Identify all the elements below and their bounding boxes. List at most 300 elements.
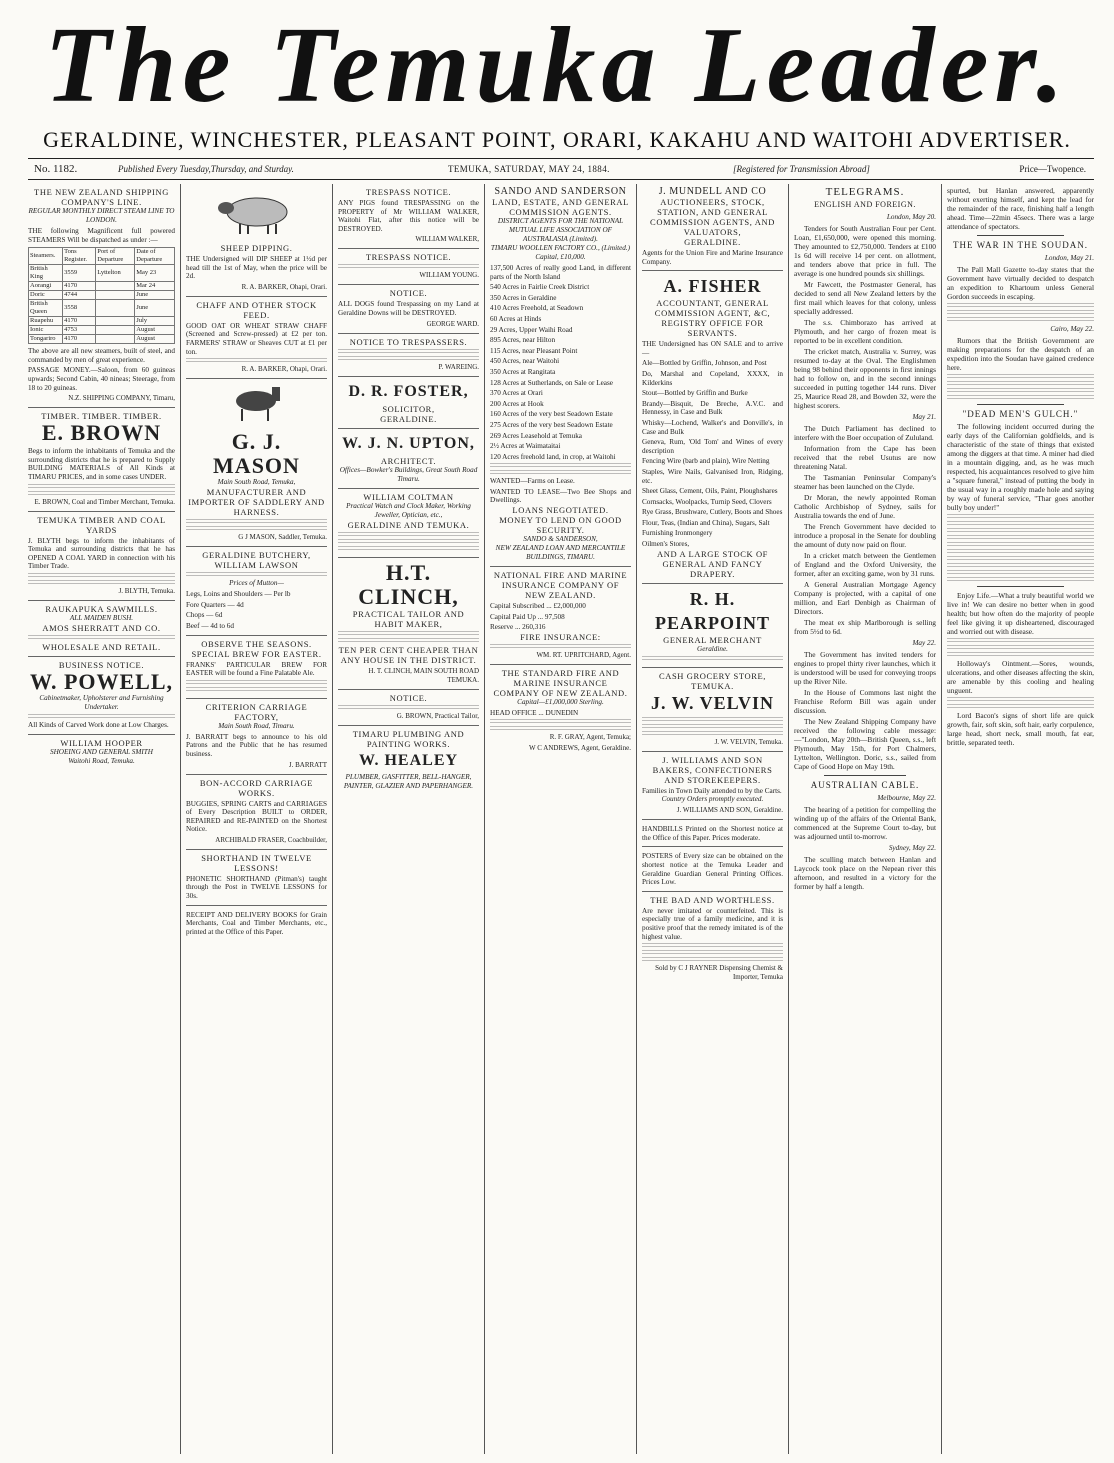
ship-port — [96, 282, 135, 291]
text-filler — [642, 656, 783, 661]
upton-name: W. J. N. UPTON, — [342, 434, 475, 452]
pearpoint-ad — [642, 584, 783, 668]
property-item: 120 Acres freehold land, in crop, at Waitohi — [490, 452, 616, 461]
coltman-name: WILLIAM COLTMAN — [363, 491, 454, 502]
handbills-body: HANDBILLS Printed on the Shortest notice at the Office of this Paper. Prices moderate. — [642, 825, 783, 842]
sheep-illustration — [212, 188, 302, 236]
bad-worthless-ad — [642, 892, 783, 986]
goods-item: Ale—Bottled by Griffin, Johnson, and Post — [642, 359, 767, 368]
text-filler — [947, 374, 1094, 379]
trespassers-ad — [338, 334, 479, 377]
fire-insurance-heading: FIRE INSURANCE: — [520, 631, 601, 642]
trespassers-heading: NOTICE TO TRESPASSERS. — [349, 336, 468, 347]
price-row: Legs, Loins and Shoulders — Per lb — [186, 590, 291, 599]
mason-address: Main South Road, Temuka, — [217, 478, 296, 487]
ship-date: June — [135, 300, 175, 317]
ship-port — [96, 300, 135, 317]
table-row — [29, 282, 175, 291]
price-value: 4d — [236, 600, 244, 609]
shipping-signature: N.Z. SHIPPING COMPANY, Timaru, — [68, 394, 175, 403]
property-item: 200 Acres at Hook — [490, 399, 544, 408]
table-row — [29, 335, 175, 344]
williams-signature: J. WILLIAMS AND SON, Geraldine. — [676, 806, 783, 815]
bad-body: Are never imitated or counterfeited. This is especially true of a family medicine, and it is positive proof that the remedy imitated is of the highest value. — [642, 906, 783, 941]
mundell-name: J. MUNDELL AND CO — [658, 186, 767, 197]
text-filler — [947, 388, 1094, 393]
text-filler — [947, 549, 1094, 554]
ship-tons: 4170 — [63, 282, 96, 291]
news-paragraph: The sculling match between Hanlan and Laycock took place on the Nepean river this afternoon, and resulted in a victory for the former by half a length. — [794, 855, 936, 891]
price-item: Fore Quarters — [186, 600, 226, 609]
shipping-heading: THE NEW ZEALAND SHIPPING COMPANY'S LINE. — [34, 187, 169, 207]
price-row: Chops — 6d — [186, 611, 223, 620]
sherratt-name: AMOS SHERRATT AND CO. — [42, 622, 161, 633]
money-heading: MONEY TO LEND ON GOOD SECURITY. — [499, 515, 622, 536]
upton-address: Offices—Bowker's Buildings, Great South Road Timaru. — [339, 465, 478, 483]
upton-subheading: ARCHITECT. — [380, 455, 437, 466]
buggies-body: BUGGIES, SPRING CARTS and CARRIAGES of Every Description BUILT to ORDER, REPAIRED and RE-PAINTED on the Shortest Notice. — [186, 799, 327, 834]
brown-body: Begs to inform the inhabitants of Temuka and the surrounding districts that he is prepared to Supply BUILDING MATERIALS of All Kinds at TIMARU PRICES, and in some cases UNDER. — [28, 447, 175, 481]
column-5 — [636, 184, 788, 1454]
dateline-cairo: Cairo, May 22. — [1050, 325, 1094, 333]
text-filler — [186, 358, 327, 363]
goods-item: Fencing Wire (barb and plain), Wire Netting — [642, 457, 770, 466]
andrews-signature: W C ANDREWS, Agent, Geraldine. — [529, 744, 631, 753]
dateline-melbourne: Melbourne, May 22. — [877, 794, 936, 802]
gray-signature: R. F. GRAY, Agent, Temuka; — [549, 733, 631, 742]
receipt-ad — [186, 906, 327, 941]
text-filler — [490, 470, 631, 475]
notice2-signature: G. BROWN, Practical Tailor, — [396, 711, 479, 720]
velvin-name: J. W. VELVIN — [650, 692, 775, 713]
ship-tons: 4170 — [63, 317, 96, 326]
upton-ad — [338, 429, 479, 489]
divider — [977, 235, 1064, 236]
table-row — [29, 300, 175, 317]
property-item: 350 Acres at Rangitata — [490, 367, 556, 376]
butchery-heading: GERALDINE BUTCHERY, — [202, 550, 311, 561]
news-paragraph: The Tasmanian Peninsular Company's steamer has been launched on the Clyde. — [794, 473, 936, 491]
property-item: 370 Acres at Orari — [490, 389, 543, 398]
clinch-address: H. T. CLINCH, MAIN SOUTH ROAD TEMUKA. — [368, 666, 479, 684]
text-filler — [947, 514, 1094, 519]
coltman-ad — [338, 489, 479, 558]
property-item: 895 Acres, near Hilton — [490, 336, 556, 345]
news-paragraph: In the House of Commons last night the Franchise Reform Bill was again under discussion. — [794, 688, 936, 715]
ship-date: May 23 — [135, 265, 175, 282]
bonaccord-heading: BON-ACCORD CARRIAGE WORKS. — [199, 777, 314, 798]
column-1 — [28, 184, 180, 1454]
text-filler — [338, 349, 479, 354]
news-paragraph: spurted, but Hanlan answered, apparently without exerting himself, and kept the lead for the remainder of the race, finishing half a length ahead. Time—22min 45secs. There was a large attendance of spectators. — [947, 186, 1094, 231]
property-item: 540 Acres in Fairlie Creek District — [490, 283, 590, 292]
hooper-ad — [28, 735, 175, 770]
dipping-heading: SHEEP DIPPING. — [220, 243, 293, 253]
goods-item: Staples, Wire Nails, Galvanised Iron, Ridging, etc. — [642, 467, 783, 485]
text-filler — [186, 572, 327, 577]
ship-name: Ionic — [29, 326, 63, 335]
notice-signature: GEORGE WARD. — [426, 319, 479, 328]
williams-name: J. WILLIAMS AND SON — [662, 754, 763, 765]
lawson-name: WILLIAM LAWSON — [214, 560, 299, 571]
mason-name: G. J. MASON — [213, 429, 300, 479]
text-filler — [338, 264, 479, 269]
price-item: Beef — [186, 621, 200, 630]
fisher-subheading: ACCOUNTANT, GENERAL COMMISSION AGENT, &C, — [654, 298, 771, 319]
text-filler — [947, 638, 1094, 643]
clinch-ad — [338, 558, 479, 690]
news-paragraph: The s.s. Chimborazo has arrived at Plymouth, and her cargo of frozen meat is reported to be in excellent condition. — [794, 318, 936, 345]
news-paragraph: Mr Fawcett, the Postmaster General, has decided to send all New Zealand letters by the first mail which leaves for that colony, unless specially addressed. — [794, 280, 936, 316]
text-filler — [947, 577, 1094, 582]
clinch-subheading: PRACTICAL TAILOR AND HABIT MAKER, — [352, 608, 465, 629]
shorthand-ad — [186, 850, 327, 906]
hooper-address: Waitohi Road, Temuka. — [68, 756, 135, 765]
shipping-body: THE following Magnificent full powered STEAMERS Will be dispatched as under :— — [28, 227, 175, 244]
sawmills-heading: RAUKAPUKA SAWMILLS. — [45, 603, 158, 614]
williams-orders: Country Orders promptly executed. — [661, 795, 764, 804]
chaff-body: GOOD OAT OR WHEAT STRAW CHAFF (Screened and Screw-pressed) at £2 per ton. FARMERS' STRAW or Sheaves CUT at £1 per ton. — [186, 321, 327, 356]
text-filler — [490, 644, 631, 649]
yards-heading: TEMUKA TIMBER AND COAL YARDS — [37, 514, 166, 535]
foster-ad — [338, 377, 479, 429]
table-row — [29, 265, 175, 282]
news-paragraph: In a cricket match between the Gentlemen of England and the Oxford University, the former, after an exciting game, won by 31 runs. — [794, 551, 936, 578]
news-paragraph: Holloway's Ointment.—Sores, wounds, ulcerations, and other diseases affecting the skin, are amenable by this cooling and healing unguent. — [947, 659, 1094, 695]
woollen-factory: TIMARU WOOLLEN FACTORY CO., (Limited.) Capital, £10,000. — [490, 244, 631, 261]
trespass-signature: WILLIAM WALKER, — [415, 235, 479, 244]
dateline-london: London, May 20. — [886, 213, 936, 221]
price-item: Chops — [186, 611, 205, 620]
mundell-town: GERALDINE. — [684, 237, 741, 247]
posters-body: POSTERS of Every size can be obtained on the shortest notice at the Temuka Leader and Geraldine Guardian General Printing Offices. Prices Low. — [642, 852, 783, 887]
head-office: HEAD OFFICE ... DUNEDIN — [490, 708, 579, 717]
sawmills-ad — [28, 601, 175, 657]
australian-cable-heading: AUSTRALIAN CABLE. — [810, 780, 920, 790]
mason-ad — [186, 427, 327, 547]
national-insurance-ad — [490, 567, 631, 665]
fisher-ad — [642, 271, 783, 583]
ship-port — [96, 317, 135, 326]
text-filler — [338, 631, 479, 636]
receipt-body: RECEIPT AND DELIVERY BOOKS for Grain Merchants, Coal and Timber Merchants, etc., printed at the Office of this Paper. — [186, 910, 327, 936]
text-filler — [947, 652, 1094, 657]
text-filler — [642, 943, 783, 948]
text-filler — [947, 535, 1094, 540]
chaff-ad — [186, 297, 327, 379]
foster-subheading: SOLICITOR, — [382, 403, 435, 414]
ship-tons: 3559 — [63, 265, 96, 282]
ship-date: July — [135, 317, 175, 326]
criterion-heading: CRITERION CARRIAGE FACTORY, — [205, 701, 308, 722]
wanted-farms: WANTED—Farms on Lease. — [490, 477, 575, 486]
divider — [977, 404, 1064, 405]
sando-agents: DISTRICT AGENTS FOR THE NATIONAL MUTUAL LIFE ASSOCIATION OF AUSTRALASIA (Limited). — [497, 217, 624, 243]
property-item: 60 Acres at Hinds — [490, 314, 542, 323]
mason-signature: G J MASON, Saddler, Temuka. — [238, 533, 327, 542]
property-item: 160 Acres of the very best Seadown Estate — [490, 410, 613, 419]
trespass-body: ANY PIGS found TRESPASSING on the PROPERTY of Mr WILLIAM WALKER, Waitohi Flat, after this notice will be DESTROYED. — [338, 199, 479, 233]
text-filler — [947, 395, 1094, 400]
text-filler — [947, 521, 1094, 526]
healey-subheading: PLUMBER, GASFITTER, BELL-HANGER, PAINTER, GLAZIER AND PAPERHANGER. — [343, 772, 474, 790]
publication-schedule: Published Every Tuesday,Thursday, and Sturday. — [118, 164, 294, 174]
text-filler — [338, 705, 479, 710]
shipping-note: The above are all new steamers, built of steel, and commanded by men of great experience. — [28, 347, 175, 364]
text-filler — [338, 638, 479, 643]
table-row — [29, 291, 175, 300]
foster-name: D. R. FOSTER, — [348, 382, 469, 400]
dipping-body: THE Undersigned will DIP SHEEP at 1½d per head till the 1st of May, when the price will be 2d. — [186, 255, 327, 281]
powell-ad — [28, 657, 175, 735]
chaff-heading: CHAFF AND OTHER STOCK FEED. — [196, 299, 317, 320]
barratt-body: J. BARRATT begs to announce to his old Patrons and the Public that he has resumed business. — [186, 732, 327, 758]
shipping-subheading: REGULAR MONTHLY DIRECT STEAM LINE TO LONDON. — [28, 207, 175, 224]
seasons-heading: OBSERVE THE SEASONS. — [201, 638, 312, 649]
table-row — [29, 326, 175, 335]
standard-capital: Capital—£1,000,000 Sterling. — [517, 697, 604, 706]
trespassers-signature: P. WAREING. — [438, 362, 479, 371]
ship-tons: 4744 — [63, 291, 96, 300]
trespass2-signature: WILLIAM YOUNG. — [419, 271, 479, 280]
ship-name: Aorangi — [29, 282, 63, 291]
sawmills-subheading: ALL MAIDEN BUSH. — [69, 613, 134, 622]
text-filler — [947, 528, 1094, 533]
registration-note: [Registered for Transmission Abroad] — [733, 164, 870, 174]
foster-town: GERALDINE. — [380, 413, 437, 424]
coltman-subheading: Practical Watch and Clock Maker, Working Jeweller, Optician, etc., — [346, 501, 471, 519]
fisher-name: A. FISHER — [663, 276, 762, 297]
goods-item: Do, Marshal and Copeland, XXXX, in Kilderkins — [642, 369, 783, 387]
trespass-ad — [338, 184, 479, 249]
text-filler — [642, 717, 783, 722]
mason-subheading: MANUFACTURER AND IMPORTER OF SADDLERY AND HARNESS. — [188, 487, 325, 518]
hooper-subheading: SHOEING AND GENERAL SMITH — [50, 747, 153, 756]
text-filler — [28, 580, 175, 585]
notice2-heading: NOTICE. — [389, 692, 428, 703]
property-item: 137,500 Acres of really good Land, in different parts of the North Island — [490, 264, 631, 281]
price-row: Fore Quarters — 4d — [186, 600, 244, 609]
text-filler — [642, 724, 783, 729]
capital-label: Reserve ... — [490, 623, 521, 632]
shipping-table — [28, 247, 175, 344]
gulch-heading: "DEAD MEN'S GULCH." — [962, 409, 1079, 419]
blyth-signature: J. BLYTH, Temuka. — [118, 586, 175, 595]
capital-label: Capital Subscribed ... — [490, 602, 552, 611]
text-filler — [947, 570, 1094, 575]
ship-name: British Queen — [29, 300, 63, 317]
column-7 — [941, 184, 1094, 1454]
text-filler — [947, 645, 1094, 650]
posters-ad — [642, 847, 783, 891]
property-item: 410 Acres Freehold, at Seadown — [490, 304, 584, 313]
blyth-ad — [28, 512, 175, 601]
news-paragraph: The French Government have decided to introduce a proposal in the Senate for doubling the amount of duty now paid on flour. — [794, 522, 936, 549]
standard-heading: THE STANDARD FIRE AND MARINE INSURANCE COMPANY OF NEW ZEALAND. — [493, 667, 628, 698]
mundell-ad — [642, 184, 783, 271]
nz-loan-buildings: NEW ZEALAND LOAN AND MERCANTILE BUILDINGS, TIMARU. — [495, 544, 626, 562]
coltman-town: GERALDINE AND TEMUKA. — [347, 519, 470, 530]
news-paragraph: The cricket match, Australia v. Surrey, was resumed to-day at the Oval. The Englishmen being 98 behind their opponents in first innings had to follow on, and in the second innings succeeded in putting together 144 runs. Diver 25, Maurice Read 28, and Bowden 32, were the highest scorers. — [794, 347, 936, 410]
news-paragraph: The meat ex ship Marlborough is selling from 5½d to 6d. — [794, 618, 936, 636]
shorthand-heading: SHORTHAND IN TWELVE LESSONS! — [201, 852, 312, 873]
shipping-ad — [28, 184, 175, 408]
price-value: 6d — [215, 611, 223, 620]
text-filler — [338, 539, 479, 544]
dogs-notice-ad — [338, 285, 479, 333]
ship-tons: 3558 — [63, 300, 96, 317]
ships-col-header: Port of Departure — [96, 248, 135, 265]
powell-note: All Kinds of Carved Work done at Low Charges. — [28, 720, 169, 729]
columns — [28, 184, 1094, 1454]
national-heading: NATIONAL FIRE AND MARINE INSURANCE COMPANY OF NEW ZEALAND. — [493, 570, 628, 601]
capital-value: 97,508 — [544, 612, 565, 621]
text-filler — [338, 546, 479, 551]
ships-col-header: Tons Register. — [63, 248, 96, 265]
bad-heading: THE BAD AND WORTHLESS. — [650, 894, 775, 905]
news-paragraph: The hearing of a petition for compelling the winding up of the affairs of the Oriental Bank, commenced at the Supreme Court to-day, but was adjourned until to-morrow. — [794, 805, 936, 841]
text-filler — [28, 635, 175, 640]
fisher-office: REGISTRY OFFICE FOR SERVANTS. — [661, 318, 764, 339]
plumbing-heading: TIMARU PLUMBING AND PAINTING WORKS. — [352, 728, 465, 749]
price-row: Beef — 4d to 6d — [186, 621, 234, 630]
property-item: 450 Acres, near Waitohi — [490, 357, 560, 366]
powell-name: W. POWELL, — [29, 668, 174, 694]
ship-port — [96, 326, 135, 335]
goods-item: Oilmen's Stores, — [642, 540, 690, 549]
clinch-cheaper: TEN PER CENT CHEAPER THAN ANY HOUSE IN THE DISTRICT. — [338, 644, 479, 665]
williams-body: Families in Town Daily attended to by the Carts. — [642, 786, 782, 795]
goods-item: Brandy—Bisquit, De Breche, A.V.C. and Hennessy, in Case and Bulk — [642, 399, 783, 417]
ship-port: Lyttelton — [96, 265, 135, 282]
dateline-may-22: May 22. — [912, 639, 936, 647]
text-filler — [947, 704, 1094, 709]
text-filler — [642, 731, 783, 736]
blyth-body: J. BLYTH begs to inform the inhabitants of Temuka and surrounding districts that he has OPENED A COAL YARD in connection with his Timber Trade. — [28, 536, 175, 571]
prices-heading: Prices of Mutton— — [229, 579, 284, 588]
sando-signature: SANDO & SANDERSON, — [523, 535, 598, 544]
text-filler — [338, 532, 479, 537]
goods-item: Sheet Glass, Cement, Oils, Paint, Ploughshares — [642, 487, 778, 496]
column-4 — [484, 184, 636, 1454]
dipping-signature: R. A. BARKER, Ohapi, Orari. — [241, 282, 327, 291]
issue-price: Price—Twopence. — [1019, 164, 1086, 174]
news-paragraph: The New Zealand Shipping Company have received the following cable message:—"London, May 20th—British Queen, s.s., left Plymouth, May 15th, for Port Chalmers, Lyttelton, Wellington. Doric, s.s., sailed from Cape of Good Hope on May 19th. — [794, 717, 936, 771]
timber-heading: TIMBER. TIMBER. TIMBER. — [41, 411, 162, 422]
franks-body: FRANKS' PARTICULAR BREW FOR EASTER will be found a Fine Palatable Ale. — [186, 660, 327, 678]
text-filler — [338, 356, 479, 361]
sando-name: SANDO AND SANDERSON — [494, 186, 627, 197]
property-item: 350 Acres in Geraldine — [490, 293, 557, 302]
notice-heading: NOTICE. — [389, 288, 428, 299]
text-filler — [28, 573, 175, 578]
mundell-agents: Agents for the Union Fire and Marine Insurance Company. — [642, 249, 783, 266]
text-filler — [186, 687, 327, 692]
dateline-london: London, May 21. — [1044, 254, 1094, 262]
wholesale-heading: WHOLESALE AND RETAIL. — [42, 641, 161, 652]
news-paragraph: Rumors that the British Government are making preparations for the despatch of an expedition into the Soudan have gained credence here. — [947, 336, 1094, 372]
fraser-signature: ARCHIBALD FRASER, Coachbuilder, — [215, 835, 327, 844]
barratt-signature: J. BARRATT — [288, 760, 327, 769]
text-filler — [186, 519, 327, 524]
fisher-stock: AND A LARGE STOCK OF GENERAL AND FANCY DRAPERY. — [656, 548, 769, 579]
masthead — [20, 6, 1094, 160]
price-value: 4d to 6d — [210, 621, 234, 630]
divider — [977, 586, 1064, 587]
upritchard-signature: WM. RT. UPRITCHARD, Agent. — [536, 650, 631, 659]
column-6 — [788, 184, 941, 1454]
news-paragraph: Lord Bacon's signs of short life are quick growth, fair, soft skin, soft hair, early corpulence, large head, short neck, small mouth, fat ear, brittle, separated teeth. — [947, 711, 1094, 747]
capital-value: £2,000,000 — [553, 602, 586, 611]
property-item: 115 Acres, near Pleasant Point — [490, 346, 578, 355]
ship-name: Ruapehu — [29, 317, 63, 326]
brown-name: E. BROWN — [41, 420, 162, 446]
price-item: Legs, Loins and Shoulders — [186, 590, 263, 599]
text-filler — [947, 697, 1094, 702]
business-notice-heading: BUSINESS NOTICE. — [58, 659, 145, 670]
ship-name: Tongariro — [29, 335, 63, 344]
capital-row — [490, 613, 631, 622]
text-filler — [947, 303, 1094, 308]
wanted-lease: WANTED TO LEASE—Two Bee Shops and Dwellings. — [490, 487, 631, 505]
ship-port — [96, 335, 135, 344]
text-filler — [642, 957, 783, 962]
text-filler — [28, 484, 175, 489]
bonaccord-ad — [186, 775, 327, 850]
text-filler — [947, 381, 1094, 386]
goods-item: Flour, Teas, (Indian and China), Sugars, Salt — [642, 518, 770, 527]
news-paragraph: Information from the Cape has been received that the rebel Usutus are now threatening Natal. — [794, 444, 936, 471]
ship-port — [96, 291, 135, 300]
issue-date: TEMUKA, SATURDAY, MAY 24, 1884. — [448, 164, 610, 174]
chaff-signature: R. A. BARKER, Ohapi, Orari. — [241, 365, 327, 374]
news-paragraph: Tenders for South Australian Four per Cent. Loan, £1,650,000, were opened this morning. They amounted to £2,750,000. Tenders at £100 1s 6d will receive 14 per cent. on allotment, and tenders above that price in full. The average is one hundred pounds six shillings. — [794, 224, 936, 278]
text-filler — [947, 310, 1094, 315]
english-foreign-heading: ENGLISH AND FOREIGN. — [814, 200, 916, 209]
goods-item: Cornsacks, Woolpacks, Turnip Seed, Clovers — [642, 497, 772, 506]
phonetic-body: PHONETIC SHORTHAND (Pitman's) taught through the Post in TWELVE LESSONS for 30s. — [186, 874, 327, 901]
text-filler — [28, 714, 175, 719]
velvin-ad — [642, 668, 783, 752]
clinch-name: H.T. CLINCH, — [358, 559, 459, 609]
trespass2-heading: TRESPASS NOTICE. — [365, 252, 452, 263]
sando-subheading: LAND, ESTATE, AND GENERAL COMMISSION AGENTS. — [492, 197, 629, 217]
ship-date: August — [135, 335, 175, 344]
goods-item: Geneva, Rum, 'Old Tom' and Wines of every description — [642, 438, 783, 455]
news-paragraph: Dr Moran, the newly appointed Roman Catholic Archbishop of Sydney, sails for Australia towards the end of June. — [794, 493, 936, 520]
capital-row — [490, 602, 631, 611]
column-2 — [180, 184, 332, 1454]
news-paragraph: Enjoy Life.—What a truly beautiful world we live in! We can desire no better when in good health; but how often do the majority of people feel like giving it up disheartened, discouraged and worried out with disease. — [947, 591, 1094, 636]
newspaper-title: The Temuka Leader. — [44, 6, 1070, 125]
property-item: 2½ Acres at Waimataitai — [490, 442, 561, 451]
ship-tons: 4753 — [63, 326, 96, 335]
goods-item: Furnishing Ironmongery — [642, 529, 713, 538]
property-item: 275 Acres of the very best Seadown Estate — [490, 420, 613, 429]
standard-insurance-ad — [490, 665, 631, 758]
powell-subheading: Cabinetmaker, Upholsterer and Furnishing Undertaker. — [39, 693, 164, 711]
property-item: 29 Acres, Upper Waihi Road — [490, 325, 573, 334]
rayner-signature: Sold by C J RAYNER Dispensing Chemist & Importer, Temuka — [655, 964, 783, 982]
dateline-sydney: Sydney, May 22. — [888, 844, 936, 852]
sheep-dipping-ad — [186, 240, 327, 297]
trespass-heading: TRESPASS NOTICE. — [365, 187, 452, 197]
ships-col-header: Date of Departure — [135, 248, 175, 265]
capital-row — [490, 623, 631, 632]
butchery-ad — [186, 547, 327, 635]
issue-number: No. 1182. — [34, 163, 78, 175]
healey-name: W. HEALEY — [358, 751, 459, 769]
